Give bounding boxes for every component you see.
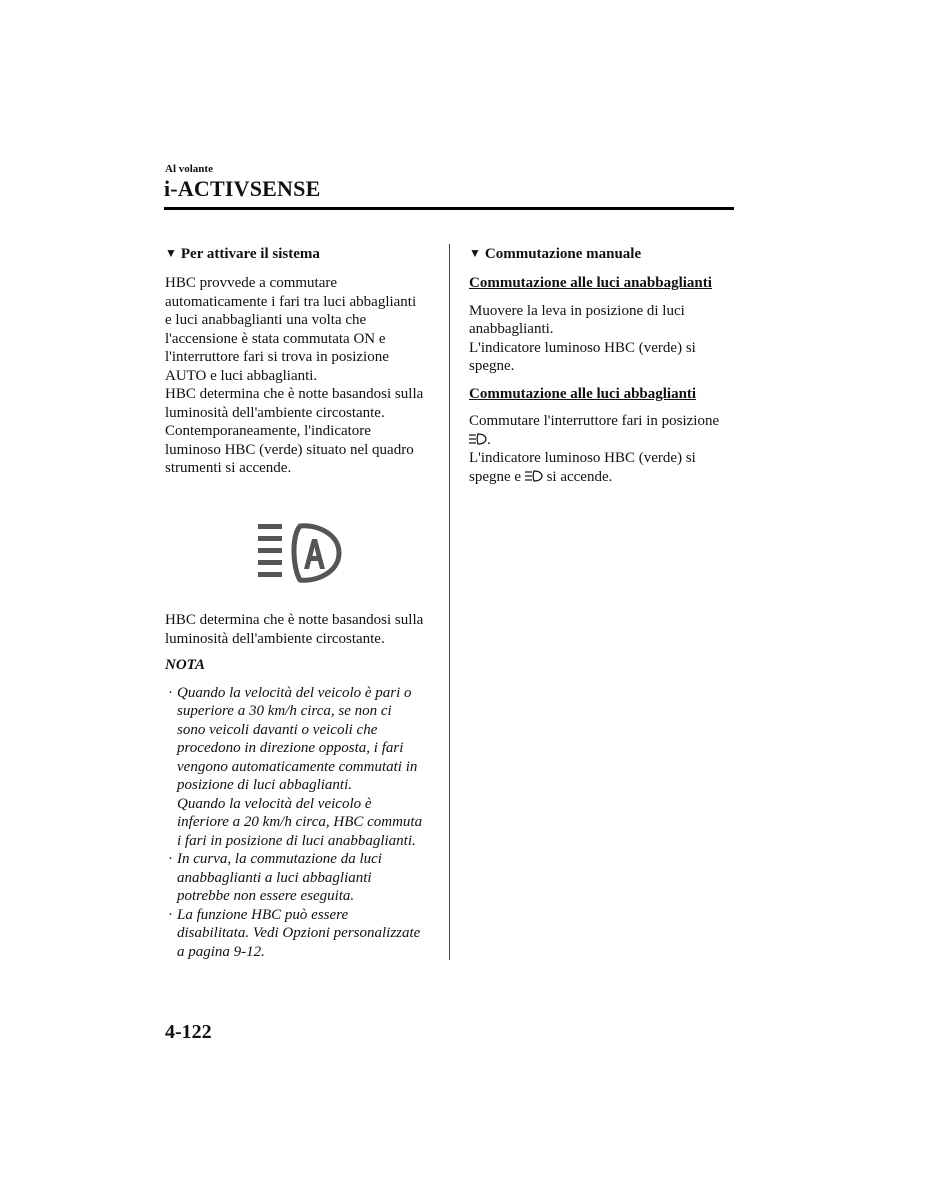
note-item [165, 850, 437, 906]
text-line: luminoso HBC (verde) situato nel quadro [165, 441, 414, 458]
high-beam-icon [525, 469, 543, 481]
section-heading-activate [165, 243, 437, 264]
text-line: e luci anabbaglianti una volta che [165, 312, 367, 328]
text-line: sono veicoli davanti o veicoli che [177, 721, 378, 738]
text-line: strumenti si accende. [165, 460, 292, 476]
text-line: anabbaglianti. [469, 321, 554, 337]
text-line: Commutare l'interruttore fari in posizione [469, 413, 720, 429]
text-line: luminosità dell'ambiente circostante. [165, 630, 385, 647]
text-line [469, 431, 735, 450]
triangle-down-icon: ▼ [165, 246, 177, 260]
right-column [469, 243, 735, 486]
text-line: superiore a 30 km/h circa, se non ci [177, 703, 392, 719]
high-beam-icon [469, 432, 487, 444]
text-line: HBC determina che è notte basandosi sulla [165, 386, 424, 402]
text-line: l'interruttore fari si trova in posizione [165, 349, 389, 365]
note-item [165, 684, 437, 851]
text-fragment: . [487, 431, 491, 448]
text-line: l'accensione è stata commutata ON e [165, 330, 386, 347]
text-line: Quando la velocità del veicolo è [177, 795, 372, 812]
text-line: potrebbe non essere eseguita. [177, 888, 355, 904]
note-title: NOTA [165, 657, 206, 673]
note-item [165, 906, 437, 962]
bullet-icon: · [168, 851, 173, 867]
chapter-label: Al volante [165, 163, 213, 175]
text-line: i fari in posizione di luci anabbaglianti. [177, 832, 416, 849]
header-rule [164, 207, 734, 210]
text-fragment: spegne e [469, 468, 525, 485]
text-line: Muovere la leva in posizione di luci [469, 302, 685, 319]
text-line: La funzione HBC può essere [177, 906, 349, 923]
text-line: In curva, la commutazione da luci [177, 851, 382, 867]
text-fragment: si accende. [542, 468, 613, 485]
auto-headlight-icon [255, 521, 345, 585]
bullet-icon: · [168, 684, 173, 701]
subheading-high-beam: Commutazione alle luci abbaglianti [469, 385, 697, 402]
night-detection-paragraph [165, 611, 437, 648]
section-heading-text: Commutazione manuale [484, 246, 642, 262]
text-line: automaticamente i fari tra luci abbaglianti [165, 293, 417, 310]
text-line: luminosità dell'ambiente circostante. [165, 404, 385, 421]
text-line: HBC determina che è notte basandosi sulla [165, 612, 424, 628]
text-line: disabilitata. Vedi Opzioni personalizzate [177, 925, 421, 941]
text-line: L'indicatore luminoso HBC (verde) si [469, 450, 696, 466]
bullet-icon: · [168, 906, 173, 923]
text-line: a pagina 9-12. [177, 943, 265, 960]
text-line: posizione di luci abbaglianti. [177, 777, 352, 793]
left-lower-column [165, 611, 437, 961]
text-line: procedono in direzione opposta, i fari [177, 740, 404, 756]
triangle-down-icon: ▼ [469, 246, 481, 260]
activation-paragraph [165, 274, 437, 478]
page-title: i-ACTIVSENSE [164, 176, 321, 201]
text-line: Quando la velocità del veicolo è pari o [177, 684, 412, 701]
section-heading-manual [469, 243, 735, 264]
left-column [165, 243, 437, 478]
text-line: spegne. [469, 358, 515, 374]
text-line: HBC provvede a commutare [165, 275, 338, 291]
section-heading-text: Per attivare il sistema [180, 246, 320, 262]
text-line [469, 468, 735, 487]
subheading-low-beam: Commutazione alle luci anabbaglianti [469, 275, 712, 291]
page-number: 4-122 [165, 1021, 212, 1043]
text-line: L'indicatore luminoso HBC (verde) si [469, 339, 696, 356]
high-beam-paragraph [469, 412, 735, 486]
note-list [165, 684, 437, 962]
text-line: Contemporaneamente, l'indicatore [165, 423, 371, 439]
text-line: inferiore a 20 km/h circa, HBC commuta [177, 814, 423, 830]
column-divider [449, 244, 450, 960]
low-beam-paragraph [469, 302, 735, 376]
text-line: AUTO e luci abbaglianti. [165, 367, 318, 384]
text-line: anabbaglianti a luci abbaglianti [177, 869, 372, 886]
text-line: vengono automaticamente commutati in [177, 758, 418, 775]
